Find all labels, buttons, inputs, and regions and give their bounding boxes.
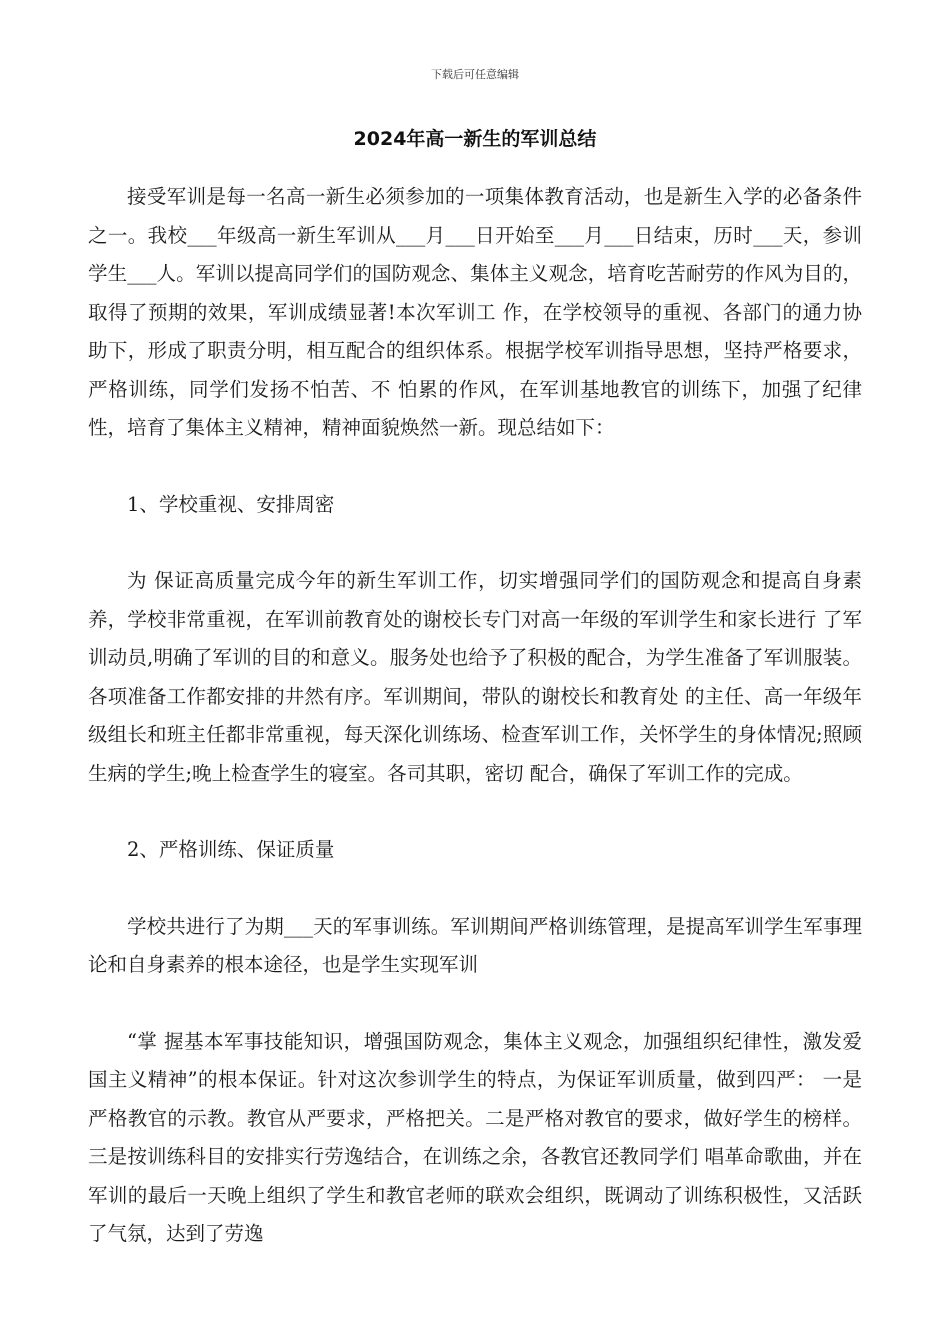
document-title: 2024年高一新生的军训总结 (353, 128, 597, 150)
section-heading-1: 1、学校重视、安排周密 (127, 492, 335, 516)
document-body (88, 178, 862, 1254)
header-note: 下载后可任意编辑 (431, 68, 519, 81)
paragraph-section-2b: “掌 握基本军事技能知识，增强国防观念，集体主义观念，加强组织纪律性，激发爱国主义精神”的根本保证。针对这次参训学生的特点，为保证军训质量，做到四严： 一是严格教官的示教。教官从严要求，严格把关。二是严格对教官的要求，做好学生的榜样。三是按训练科目的安排实行劳逸结合，在训练之余，各教官还教同学们 唱革命歌曲，并在军训的最后一天晚上组织了学生和教官老师的联欢会组织，既调动了训练积极性，又活跃了气氛，达到了劳逸 (88, 1029, 862, 1245)
section-heading-2: 2、严格训练、保证质量 (127, 838, 335, 861)
paragraph-section-1: 为 保证高质量完成今年的新生军训工作，切实增强同学们的国防观念和提高自身素养，学校非常重视，在军训前教育处的谢校长专门对高一年级的军训学生和家长进行 了军训动员,明确了军训的目的和意义。服务处也给予了积极的配合，为学生准备了军训服装。各项准备工作都安排的井然有序。军训期间，带队的谢校长和教育处 的主任、高一年级年级组长和班主任都非常重视，每天深化训练场、检查军训工作，关怀学生的身体情况;照顾生病的学生;晚上检查学生的寝室。各司其职，密切 配合，确保了军训工作的完成。 (88, 569, 862, 785)
paragraph-intro: 接受军训是每一名高一新生必须参加的一项集体教育活动，也是新生入学的必备条件之一。我校___年级高一新生军训从___月___日开始至___月___日结束，历时___天，参训学生___人。军训以提高同学们的国防观念、集体主义观念，培育吃苦耐劳的作风为目的，取得了预期的效果，军训成绩显著!本次军训工 作，在学校领导的重视、各部门的通力协助下，形成了职责分明，相互配合的组织体系。根据学校军训指导思想，坚持严格要求，严格训练，同学们发扬不怕苦、不 怕累的作风，在军训基地教官的训练下，加强了纪律性，培育了集体主义精神，精神面貌焕然一新。现总结如下： (88, 185, 862, 439)
paragraph-section-2a: 学校共进行了为期___天的军事训练。军训期间严格训练管理，是提高军训学生军事理论和自身素养的根本途径，也是学生实现军训 (88, 914, 862, 976)
